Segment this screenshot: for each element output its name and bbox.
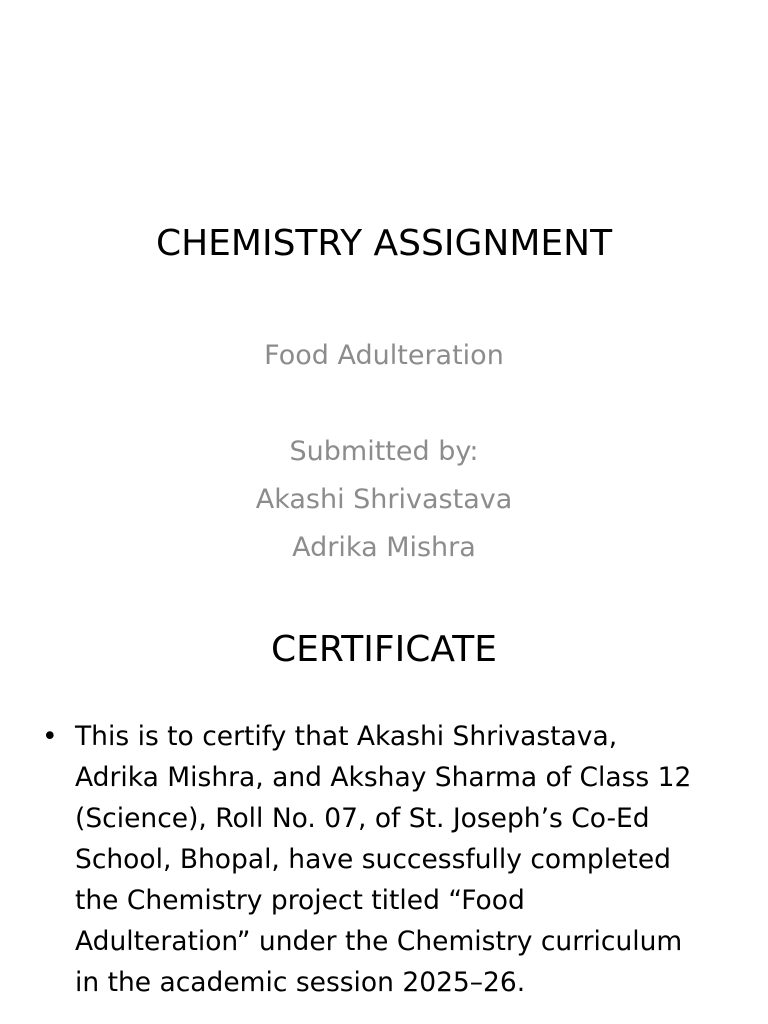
certificate-heading: CERTIFICATE: [271, 629, 497, 670]
certificate-line: Adulteration” under the Chemistry curriculum: [75, 926, 683, 957]
author-name: Akashi Shrivastava: [255, 484, 513, 515]
certificate-line: the Chemistry project titled “Food: [75, 885, 525, 916]
author-name: Adrika Mishra: [292, 532, 476, 563]
certificate-line: School, Bhopal, have successfully completed: [75, 844, 671, 875]
certificate-body: [38, 716, 728, 1003]
certificate-line: (Science), Roll No. 07, of St. Joseph’s Co-Ed: [75, 803, 650, 834]
submitted-by-label: Submitted by:: [289, 436, 479, 467]
certificate-line: in the academic session 2025–26.: [75, 967, 526, 998]
certificate-bullet-item: [38, 716, 728, 1003]
spacer: [0, 380, 768, 428]
certificate-line: This is to certify that Akashi Shrivastava,: [75, 721, 618, 752]
subtitle-block: [0, 332, 768, 572]
certificate-line: Adrika Mishra, and Akshay Sharma of Class 12: [75, 762, 692, 793]
slide-title: CHEMISTRY ASSIGNMENT: [155, 223, 613, 264]
project-topic: Food Adulteration: [264, 340, 504, 371]
bullet-icon: •: [42, 721, 58, 752]
